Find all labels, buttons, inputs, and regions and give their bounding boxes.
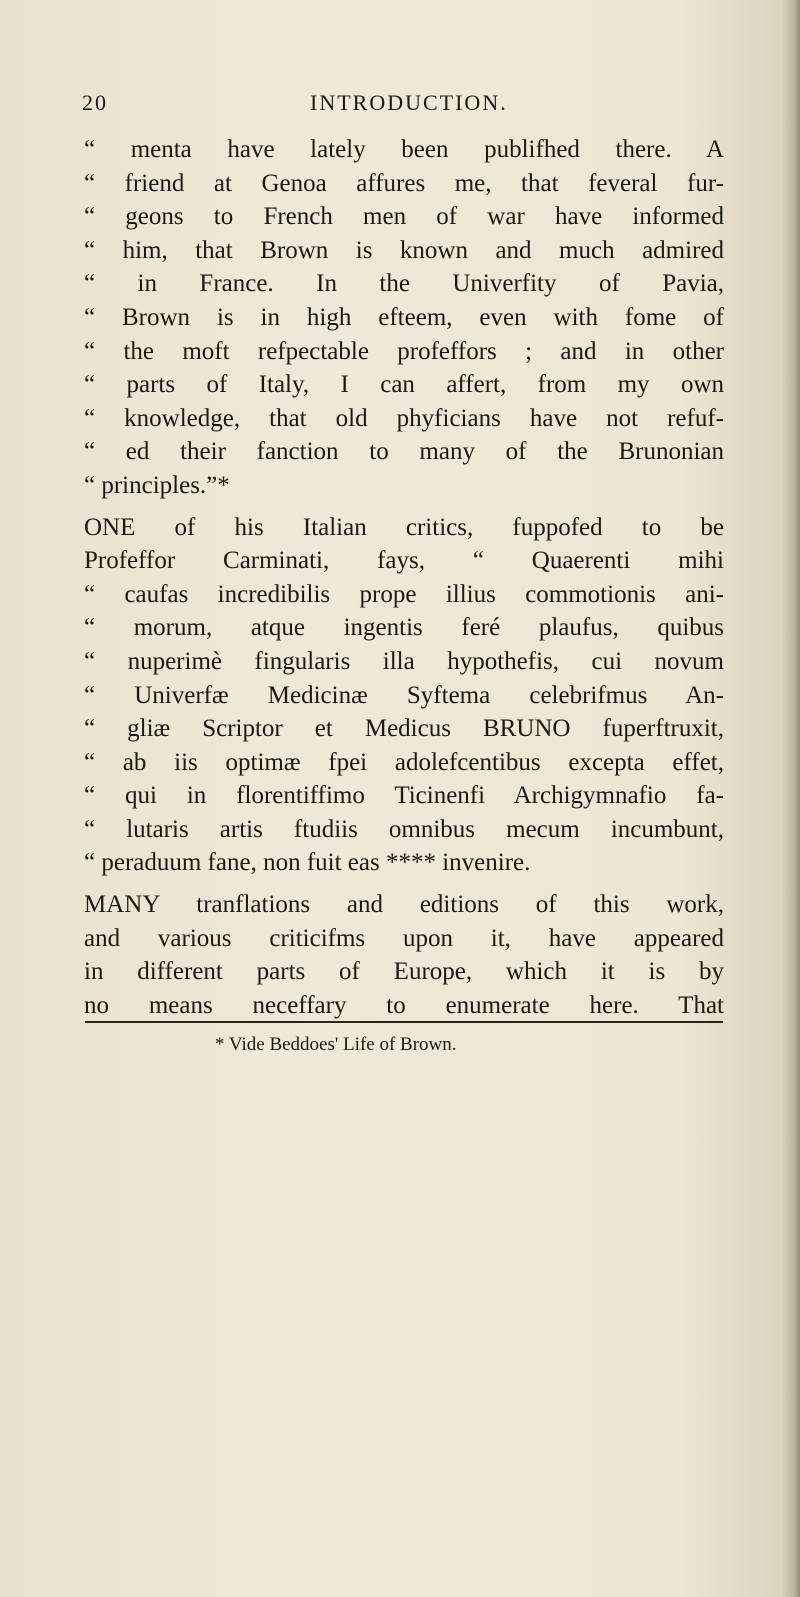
text-line: ONE of his Italian critics, fuppofed to be — [84, 513, 724, 541]
text-line: “ geons to French men of war have informed — [84, 203, 724, 231]
text-line: “ peraduum fane, non fuit eas **** invenire. — [84, 849, 531, 877]
text-line: “ principles.”* — [84, 471, 230, 499]
text-line: “ menta have lately been publifhed there. A — [84, 136, 724, 163]
text-line: “ caufas incredibilis prope illius commotionis ani- — [84, 580, 724, 608]
text-line: “ parts of Italy, I can affert, from my own — [84, 371, 724, 399]
text-line: “ in France. In the Univerfity of Pavia, — [84, 270, 724, 298]
text-line: “ morum, atque ingentis feré plaufus, quibus — [84, 614, 724, 642]
text-line: in different parts of Europe, which it is by — [84, 958, 724, 986]
page-edge-shadow — [782, 0, 800, 1597]
paragraph-2 — [84, 511, 724, 881]
text-line: “ the moft refpectable profeffors ; and in other — [84, 337, 724, 365]
text-line: “ Brown is in high efteem, even with fome of — [84, 303, 724, 331]
text-line: “ him, that Brown is known and much admired — [84, 236, 724, 264]
text-line: no means neceffary to enumerate here. That — [84, 991, 724, 1019]
page-number: 20 — [82, 90, 108, 115]
text-line: “ Univerfæ Medicinæ Syftema celebrifmus An- — [84, 681, 724, 709]
body-text — [84, 133, 724, 1022]
footnote: * Vide Beddoes' Life of Brown. — [215, 1034, 457, 1055]
text-line: “ ab iis optimæ fpei adolefcentibus excepta effet, — [84, 748, 724, 776]
text-line: Profeffor Carminati, fays, “ Quaerenti mihi — [84, 547, 724, 575]
text-line: “ ed their fanction to many of the Brunonian — [84, 438, 724, 466]
footnote-rule — [85, 1021, 723, 1023]
paragraph-1 — [84, 133, 724, 503]
page-header — [82, 90, 722, 120]
text-line: “ lutaris artis ftudiis omnibus mecum incumbunt, — [84, 815, 724, 843]
text-line: MANY tranflations and editions of this work, — [84, 891, 724, 919]
text-line: “ qui in florentiffimo Ticinenfi Archigymnafio fa- — [84, 782, 724, 810]
text-line: “ nuperimè fingularis illa hypothefis, cui novum — [84, 647, 724, 675]
running-head: INTRODUCTION. — [310, 90, 508, 115]
text-line: and various criticifms upon it, have appeared — [84, 924, 724, 952]
text-line: “ gliæ Scriptor et Medicus BRUNO fuperftruxit, — [84, 715, 724, 743]
paragraph-3 — [84, 888, 724, 1022]
text-line: “ knowledge, that old phyficians have not refuf- — [84, 404, 724, 432]
text-line: “ friend at Genoa affures me, that feveral fur- — [84, 169, 724, 197]
